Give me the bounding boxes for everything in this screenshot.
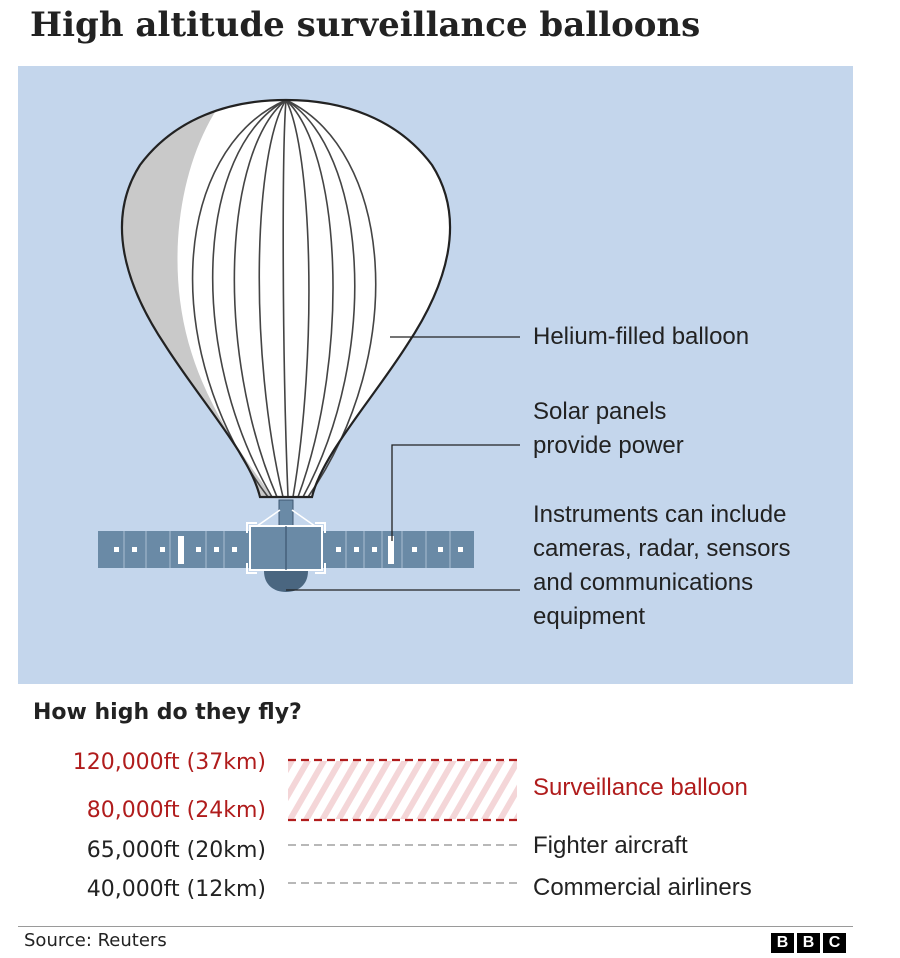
source-credit: Source: Reuters (24, 930, 167, 951)
solar-panel-right (322, 531, 474, 568)
fighter-aircraft-label: Fighter aircraft (533, 832, 688, 859)
bbc-logo-block: B (797, 933, 820, 953)
bbc-logo-block: B (771, 933, 794, 953)
balloon-altitude-band (288, 761, 517, 819)
altitude-label-balloon-low: 80,000ft (24km) (86, 798, 266, 823)
instruments-label-line1: Instruments can include (533, 501, 787, 528)
balloon-label: Helium-filled balloon (533, 323, 750, 350)
instruments-label-line4: equipment (533, 603, 646, 630)
solar-panel-left (98, 531, 250, 568)
bbc-logo (771, 933, 846, 953)
instruments-label-line2: cameras, radar, sensors (533, 535, 791, 562)
altitude-label-airliner: 40,000ft (12km) (86, 877, 266, 902)
commercial-airliners-label: Commercial airliners (533, 874, 752, 901)
altitude-chart (288, 760, 517, 883)
page-title: High altitude surveillance balloons (30, 5, 701, 45)
solar-label-line1: Solar panels (533, 398, 667, 425)
altitude-heading: How high do they fly? (33, 700, 302, 725)
solar-label-line2: provide power (533, 432, 684, 459)
instrument-dome (264, 571, 308, 592)
instrument-box (247, 523, 325, 573)
altitude-label-top: 120,000ft (37km) (72, 750, 266, 775)
bbc-logo-block: C (823, 933, 846, 953)
instruments-label-line3: and communications (533, 569, 754, 596)
footer-divider (18, 926, 853, 927)
altitude-label-fighter: 65,000ft (20km) (86, 838, 266, 863)
solar-leader-line (392, 445, 520, 541)
surveillance-balloon-label: Surveillance balloon (533, 774, 748, 801)
balloon-envelope (100, 80, 450, 500)
